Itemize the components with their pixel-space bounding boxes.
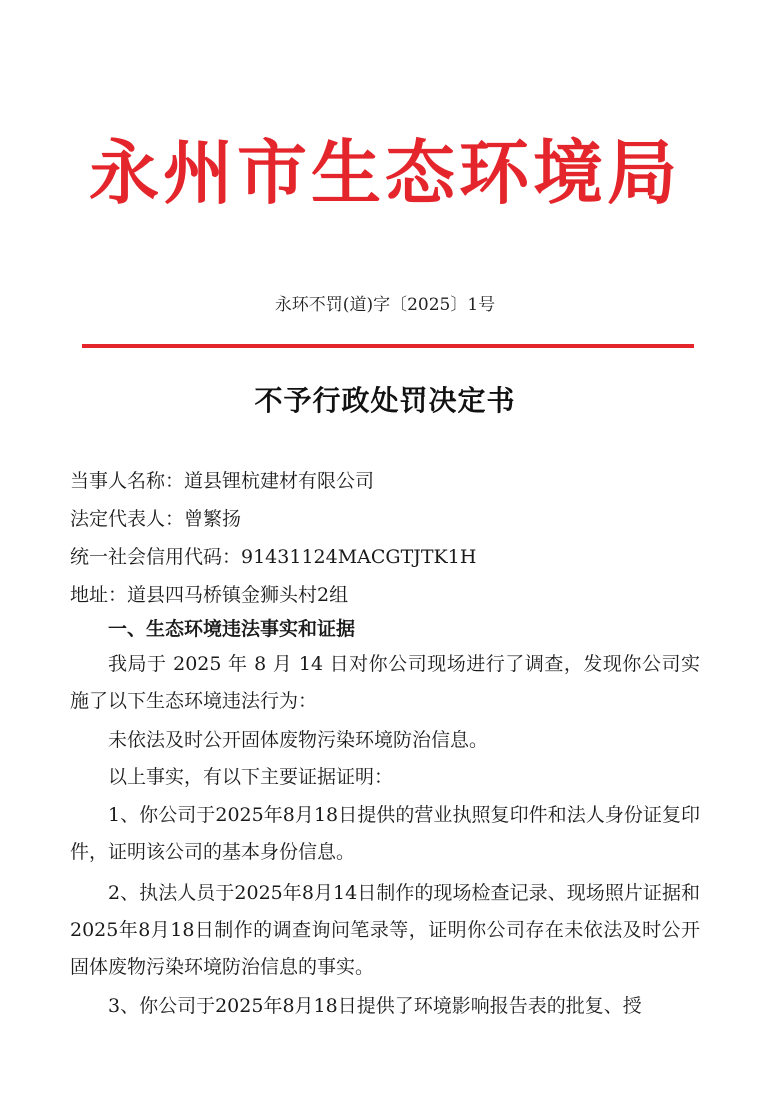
evidence-item-1: 1、你公司于2025年8月18日提供的营业执照复印件和法人身份证复印件，证明该公司的基本身份信息。 bbox=[70, 804, 700, 863]
paragraph-evidence-intro: 以上事实，有以下主要证据证明： bbox=[108, 766, 394, 788]
document-title: 不予行政处罚决定书 bbox=[254, 384, 516, 417]
agency-name: 永州市生态环境局 bbox=[89, 131, 681, 214]
red-divider bbox=[82, 344, 694, 348]
address: 地址：道县四马桥镇金狮头村2组 bbox=[70, 584, 349, 606]
doc-number: 永环不罚(道)字〔2025〕1号 bbox=[274, 295, 496, 315]
section-heading-facts: 一、生态环境违法事实和证据 bbox=[108, 618, 356, 640]
legal-representative: 法定代表人：曾繁扬 bbox=[70, 508, 242, 530]
credit-code: 统一社会信用代码：91431124MACGTJTK1H bbox=[70, 546, 477, 568]
paragraph-violation: 未依法及时公开固体废物污染环境防治信息。 bbox=[108, 729, 489, 751]
evidence-item-3: 3、你公司于2025年8月18日提供了环境影响报告表的批复、授 bbox=[108, 995, 642, 1017]
paragraph-investigation: 我局于 2025 年 8 月 14 日对你公司现场进行了调查，发现你公司实施了以下生态环境违法行为： bbox=[70, 653, 700, 712]
evidence-item-2: 2、执法人员于2025年8月14日制作的现场检查记录、现场照片证据和2025年8月18日制作的调查询问笔录等，证明你公司存在未依法及时公开固体废物污染环境防治信息的事实。 bbox=[70, 882, 700, 978]
party-name: 当事人名称：道县锂杭建材有限公司 bbox=[70, 470, 375, 492]
